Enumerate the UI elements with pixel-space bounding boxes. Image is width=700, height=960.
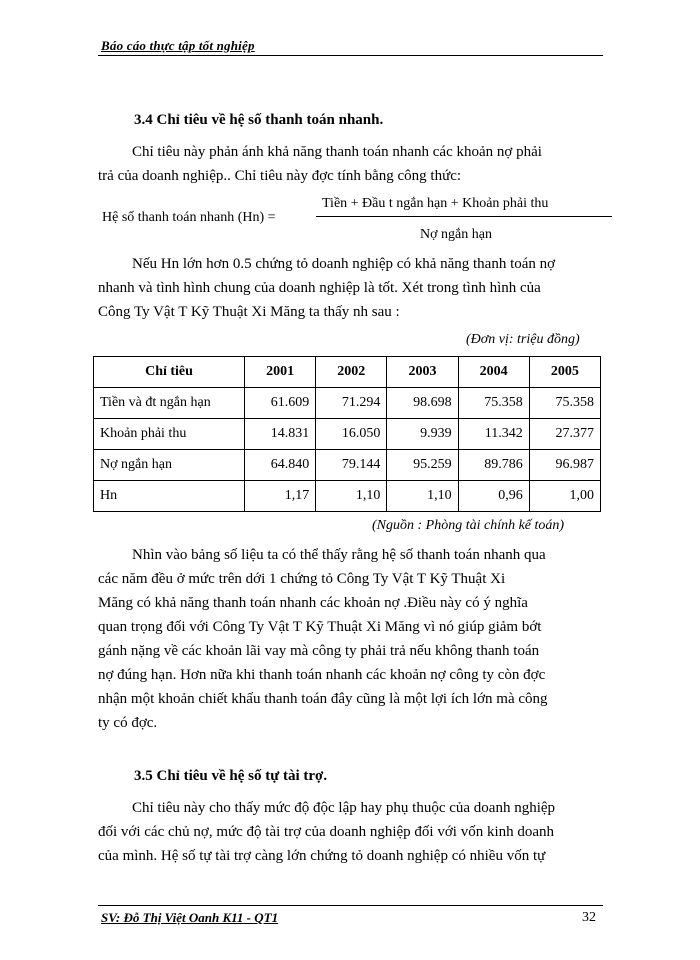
page-number: 32 xyxy=(582,910,596,925)
table-cell: 1,00 xyxy=(529,481,600,512)
table-cell: 9.939 xyxy=(387,419,458,450)
text-line: Chỉ tiêu này cho thấy mức độ độc lập hay phụ thuộc của doanh nghiệp xyxy=(132,800,556,816)
source-note: (Nguồn : Phòng tài chính kế toán) xyxy=(372,518,565,533)
column-header: 2002 xyxy=(316,357,387,388)
text-line: Nếu Hn lớn hơn 0.5 chứng tỏ doanh nghiệp có khả năng thanh toán nợ xyxy=(132,256,556,272)
table-cell: 95.259 xyxy=(387,450,458,481)
table-row xyxy=(94,388,601,419)
page-header: Báo cáo thực tập tốt nghiệp xyxy=(101,38,255,53)
text-line: Nhìn vào bảng số liệu ta có thể thấy rằng hệ số thanh toán nhanh qua xyxy=(132,547,546,563)
table-cell: 75.358 xyxy=(458,388,529,419)
table-cell: 1,10 xyxy=(387,481,458,512)
text-line: Măng có khả năng thanh toán nhanh các khoản nợ .Điều này có ý nghĩa xyxy=(98,595,528,611)
unit-note: (Đơn vị: triệu đồng) xyxy=(466,332,580,347)
table-cell: 14.831 xyxy=(245,419,316,450)
column-header: 2001 xyxy=(245,357,316,388)
table-cell: 79.144 xyxy=(316,450,387,481)
formula-numerator: Tiền + Đầu t ngắn hạn + Khoản phải thu xyxy=(322,196,549,211)
row-label: Hn xyxy=(94,481,245,512)
interpretation-paragraph xyxy=(98,252,604,324)
table-row xyxy=(94,419,601,450)
table-cell: 64.840 xyxy=(245,450,316,481)
text-line: đối với các chủ nợ, mức độ tài trợ của doanh nghiệp đối với vốn kinh doanh xyxy=(98,824,555,840)
table-cell: 96.987 xyxy=(529,450,600,481)
table-cell: 27.377 xyxy=(529,419,600,450)
text-line: nhanh và tình hình chung của doanh nghiệp là tốt. Xét trong tình hình của xyxy=(98,280,541,296)
row-label: Khoản phải thu xyxy=(94,419,245,450)
fraction-bar xyxy=(316,216,612,217)
formula-label: Hệ số thanh toán nhanh (Hn) = xyxy=(102,210,276,225)
text-line: gánh nặng về các khoản lãi vay mà công ty phải trả nếu không thanh toán xyxy=(98,643,540,659)
table-row xyxy=(94,450,601,481)
text-line: ty có đợc. xyxy=(98,715,158,731)
table-cell: 71.294 xyxy=(316,388,387,419)
column-header: 2003 xyxy=(387,357,458,388)
footer-rule xyxy=(98,905,603,906)
column-header: 2004 xyxy=(458,357,529,388)
header-rule xyxy=(98,55,603,56)
text-line: Chỉ tiêu này phản ánh khả năng thanh toán nhanh các khoản nợ phải xyxy=(132,144,542,160)
table-cell: 16.050 xyxy=(316,419,387,450)
table-cell: 1,10 xyxy=(316,481,387,512)
page-footer: SV: Đỗ Thị Việt Oanh K11 - QT1 xyxy=(101,910,279,925)
text-line: nợ đúng hạn. Hơn nữa khi thanh toán nhanh các khoản nợ công ty còn đợc xyxy=(98,667,546,683)
formula-denominator: Nợ ngắn hạn xyxy=(420,227,492,242)
intro-paragraph xyxy=(98,140,578,188)
table-cell: 61.609 xyxy=(245,388,316,419)
column-header: 2005 xyxy=(529,357,600,388)
quick-ratio-table xyxy=(93,356,601,512)
table-row xyxy=(94,481,601,512)
text-line: nhận một khoản chiết khấu thanh toán đây cũng là một lợi ích lớn mà công xyxy=(98,691,548,707)
table-cell: 0,96 xyxy=(458,481,529,512)
self-financing-paragraph xyxy=(98,796,604,868)
column-header: Chỉ tiêu xyxy=(94,357,245,388)
table-cell: 75.358 xyxy=(529,388,600,419)
table-cell: 89.786 xyxy=(458,450,529,481)
analysis-paragraph xyxy=(98,543,604,735)
text-line: trả của doanh nghiệp.. Chỉ tiêu này đợc tính bằng công thức: xyxy=(98,168,462,184)
text-line: các năm đều ở mức trên dới 1 chứng tỏ Công Ty Vật T Kỹ Thuật Xi xyxy=(98,571,506,587)
text-line: Công Ty Vật T Kỹ Thuật Xi Măng ta thấy nh sau : xyxy=(98,304,400,320)
row-label: Tiền và đt ngắn hạn xyxy=(94,388,245,419)
text-line: của mình. Hệ số tự tài trợ càng lớn chứng tỏ doanh nghiệp có nhiều vốn tự xyxy=(98,848,546,864)
table-cell: 98.698 xyxy=(387,388,458,419)
table-cell: 11.342 xyxy=(458,419,529,450)
row-label: Nợ ngắn hạn xyxy=(94,450,245,481)
section-heading-3-4: 3.4 Chỉ tiêu về hệ số thanh toán nhanh. xyxy=(134,112,384,128)
table-header-row xyxy=(94,357,601,388)
table-cell: 1,17 xyxy=(245,481,316,512)
text-line: quan trọng đối với Công Ty Vật T Kỹ Thuật Xi Măng vì nó giúp giảm bớt xyxy=(98,619,542,635)
section-heading-3-5: 3.5 Chỉ tiêu về hệ số tự tài trợ. xyxy=(134,768,328,784)
